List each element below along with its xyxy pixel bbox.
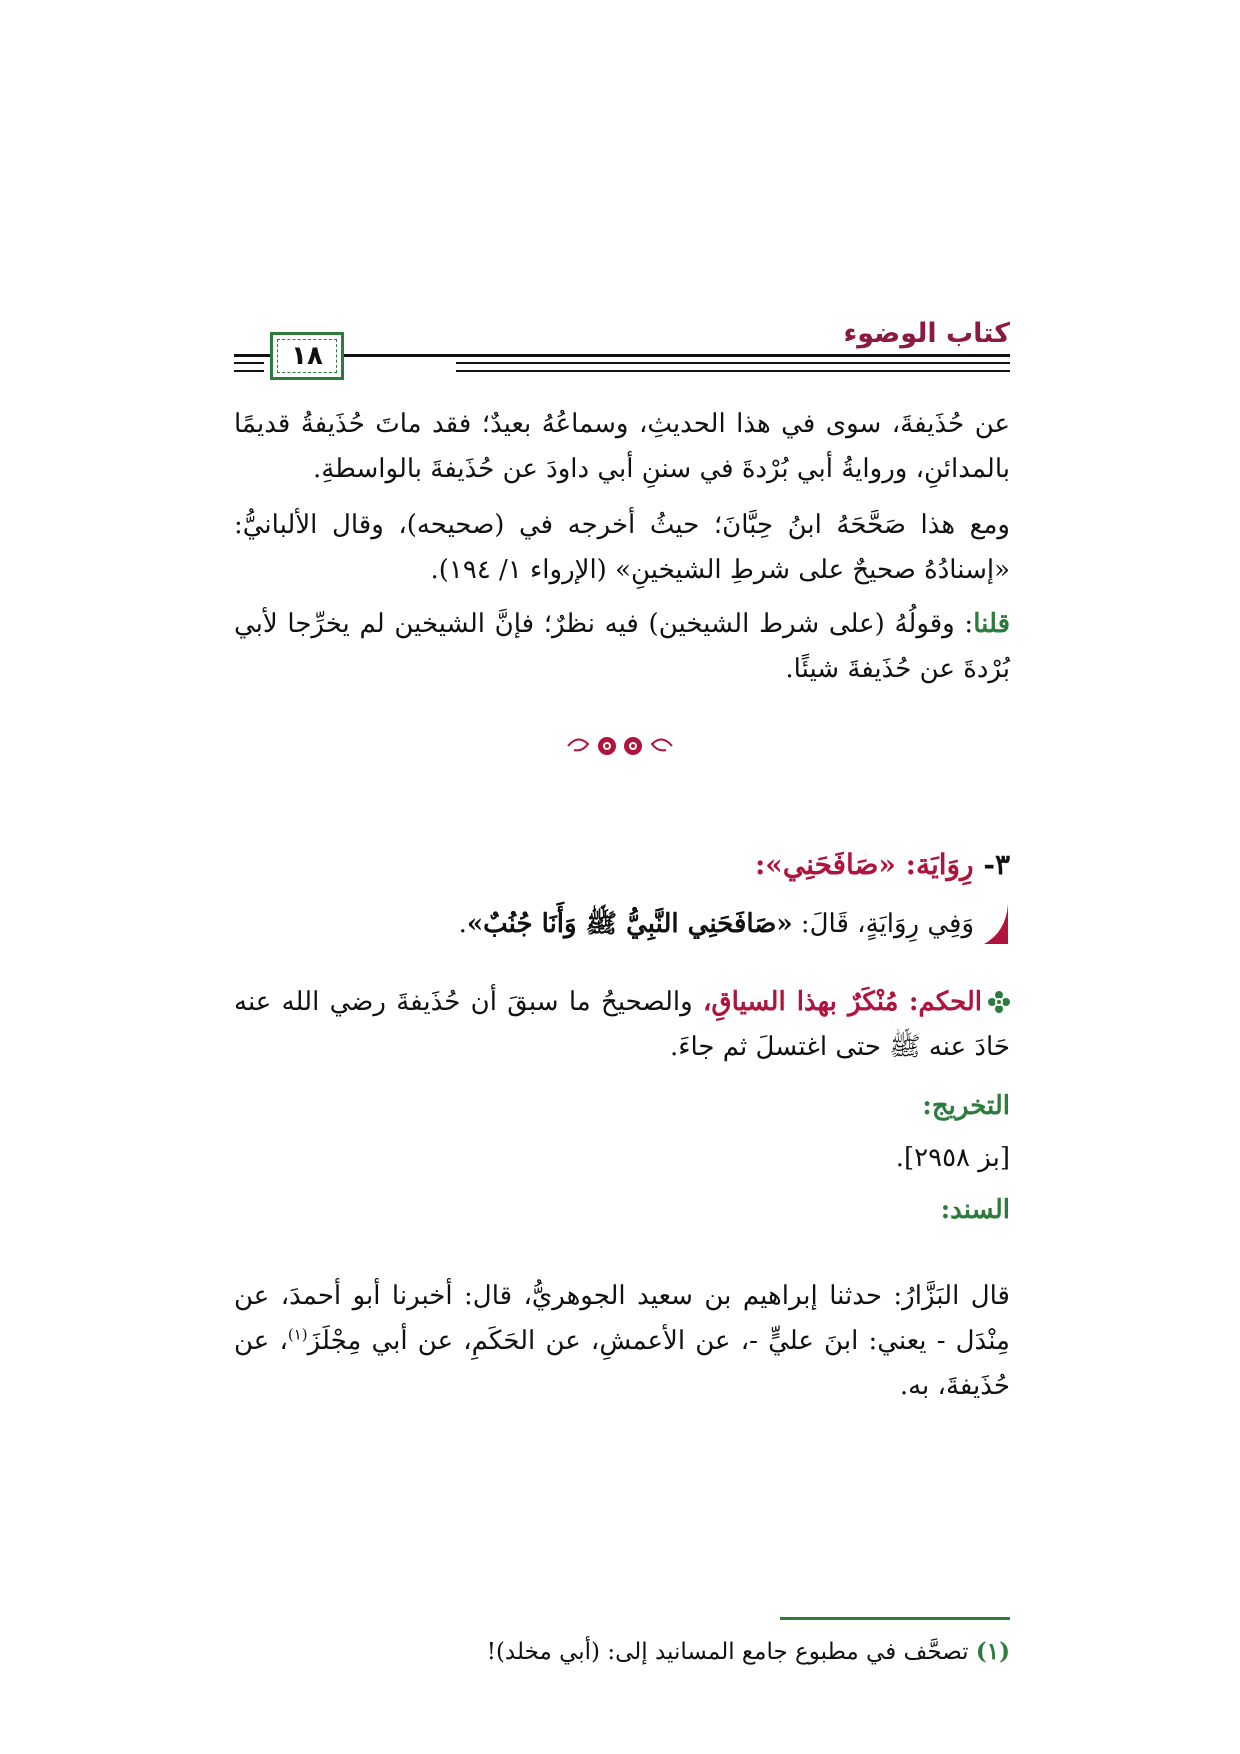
page-number-badge: [270, 332, 344, 380]
paragraph-2: [234, 503, 1010, 593]
page-header: [234, 318, 1010, 388]
header-rule: [456, 370, 1010, 372]
ruling-label: الحكم:: [908, 987, 983, 1017]
ruling-text: والصحيحُ ما سبقَ أن حُذَيفةَ رضي الله عنه حَادَ عنه ﷺ حتى اغتسلَ ثم جاءَ.: [234, 987, 1010, 1062]
paragraph-text: عن حُذَيفةَ، سوى في هذا الحديثِ، وسماعُهُ بعيدٌ؛ فقد ماتَ حُذَيفةُ قديمًا بالمدائنِ، وروايةُ أبي بُرْدةَ في سننِ أبي داودَ عن حُذَيفةَ بالواسطةِ.: [234, 409, 1010, 484]
header-rule: [234, 370, 264, 372]
section-heading: [755, 848, 1010, 881]
sanad-paragraph: [234, 1274, 1010, 1409]
hadith-end: .: [458, 909, 467, 939]
ruling-verdict: مُنْكَرٌ بهذا السياقِ،: [703, 987, 899, 1017]
page-number: ١٨: [291, 341, 323, 371]
takhrij-label: التخريج:: [922, 1091, 1010, 1121]
ruling-block: [234, 980, 1010, 1070]
paragraph-1: [234, 402, 1010, 492]
section-label: رِوَايَة:: [905, 848, 974, 881]
footnote-number: (١): [975, 1638, 1010, 1665]
paragraph-3: [234, 602, 1010, 692]
section-number: ٣-: [983, 848, 1010, 881]
takhrij-ref: [بز ٢٩٥٨].: [895, 1143, 1010, 1173]
hadith-text: «صَافَحَنِي النَّبِيُّ ﷺ وَأَنَا جُنُبٌ»: [466, 909, 793, 939]
footnote: [234, 1634, 1010, 1670]
takhrij-heading: [234, 1084, 1010, 1129]
paragraph-text: : وقولُهُ (على شرط الشيخين) فيه نظرٌ؛ فإنَّ الشيخين لم يخرِّجا لأبي بُرْدةَ عن حُذَيفةَ شيئًا.: [234, 609, 1010, 684]
section-title: «صَافَحَنِي»:: [754, 848, 896, 881]
sanad-heading: [234, 1188, 1010, 1233]
footnote-reference[interactable]: (١): [287, 1325, 308, 1344]
ornament-divider-icon: [560, 731, 680, 761]
flower-bullet-icon: [988, 991, 1010, 1013]
sanad-text-end: ، عن حُذَيفةَ، به.: [234, 1326, 1010, 1401]
footnote-separator: [780, 1617, 1010, 1620]
header-rule: [456, 362, 1010, 364]
header-rule: [234, 354, 1010, 357]
book-title: كتاب الوضوء: [843, 318, 1010, 349]
hadith-line: [234, 902, 974, 947]
header-rule: [234, 362, 264, 364]
paragraph-text: ومع هذا صَحَّحَهُ ابنُ حِبَّانَ؛ حيثُ أخرجه في (صحيحه)، وقال الألبانيُّ: «إسنادُهُ صحيحٌ على شرطِ الشيخينِ» (الإرواء ١/ ١٩٤).: [234, 510, 1010, 585]
footnote-text: تصحَّف في مطبوع جامع المسانيد إلى: (أبي مخلد)!: [486, 1639, 976, 1665]
sanad-label: السند:: [940, 1195, 1010, 1225]
sanad-text: قال البَزَّارُ: حدثنا إبراهيم بن سعيد الجوهريُّ، قال: أخبرنا أبو أحمدَ، عن مِنْدَل - يعني: ابنَ عليٍّ -، عن الأعمشِ، عن الحَكَمِ، عن أبي مِجْلَزَ: [234, 1281, 1010, 1356]
hadith-corner-mark-icon: [980, 902, 1010, 946]
qulna-label: قلنا: [973, 609, 1010, 639]
hadith-intro: وَفِي رِوَايَةٍ، قَالَ:: [792, 909, 974, 939]
takhrij-reference: [234, 1136, 1010, 1181]
